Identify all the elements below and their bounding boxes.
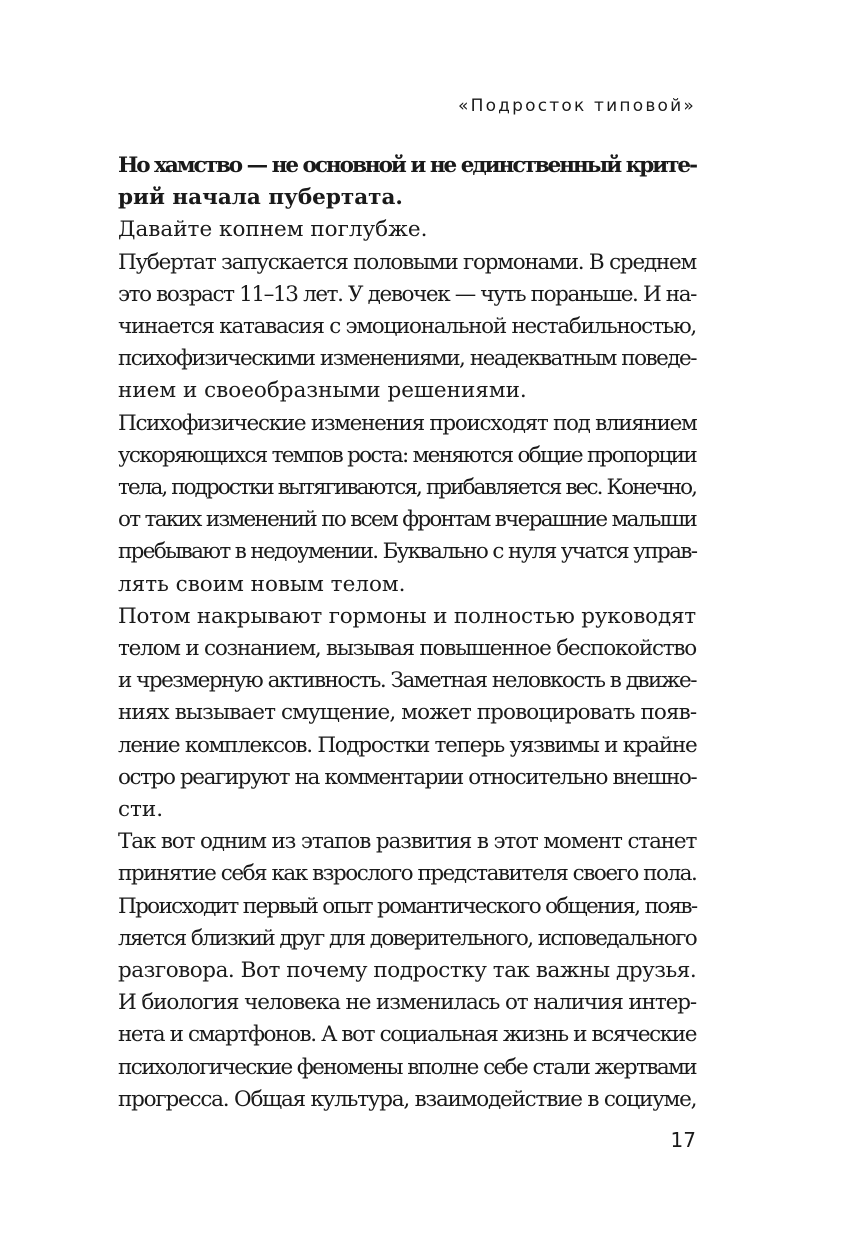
text-line: чинается катавасия с эмоциональной нестабильностью, <box>118 314 696 340</box>
paragraph <box>118 150 696 214</box>
running-head: «Подросток типовой» <box>458 96 696 116</box>
text-line: Так вот одним из этапов развития в этот момент станет <box>118 829 697 855</box>
body-text <box>118 150 696 1116</box>
text-line: лять своим новым телом. <box>118 571 406 597</box>
text-line: разговора. Вот почему подростку так важны друзья. <box>118 958 697 984</box>
paragraph <box>118 408 696 601</box>
text-line: и чрезмерную активность. Заметная неловкость в движе- <box>118 668 696 694</box>
text-line: И биология человека не изменилась от наличия интер- <box>118 990 696 1016</box>
text-line: пребывают в недоумении. Буквально с нуля учатся управ- <box>118 539 697 565</box>
text-line: нета и смартфонов. А вот социальная жизнь и всяческие <box>118 1022 696 1048</box>
text-line: Давайте копнем поглубже. <box>118 217 428 243</box>
text-line: принятие себя как взрослого представителя своего пола. <box>118 861 697 887</box>
paragraph <box>118 826 696 987</box>
text-line: остро реагируют на комментарии относительно внешно- <box>118 764 697 790</box>
text-line: ление комплексов. Подростки теперь уязвимы и крайне <box>118 732 697 758</box>
page-number: 17 <box>670 1128 696 1152</box>
text-line: телом и сознанием, вызывая повышенное беспокойство <box>118 636 696 662</box>
text-line: психологические феномены вполне себе стали жертвами <box>118 1054 696 1080</box>
text-line: ляется близкий друг для доверительного, исповедального <box>118 925 696 951</box>
paragraph <box>118 987 696 1116</box>
text-line: от таких изменений по всем фронтам вчерашние малыши <box>118 507 696 533</box>
paragraph <box>118 247 696 408</box>
text-line: Потом накрывают гормоны и полностью руководят <box>118 603 696 629</box>
text-line: тела, подростки вытягиваются, прибавляется вес. Конечно, <box>118 475 696 501</box>
text-line: ускоряющихся темпов роста: меняются общие пропорции <box>118 442 696 468</box>
text-line: сти. <box>118 797 164 823</box>
paragraph <box>118 214 696 246</box>
text-line: Пубертат запускается половыми гормонами. В среднем <box>118 249 696 275</box>
text-line: Но хамство — не основной и не единственный крите- <box>118 153 696 178</box>
text-line: рий начала пубертата. <box>118 185 403 211</box>
text-line: Психофизические изменения происходят под влиянием <box>118 410 697 436</box>
text-line: ниях вызывает смущение, может провоцировать появ- <box>118 700 697 726</box>
text-line: это возраст 11–13 лет. У девочек — чуть пораньше. И на- <box>118 281 696 307</box>
paragraph <box>118 601 696 826</box>
text-line: Происходит первый опыт романтического общения, появ- <box>118 893 697 919</box>
text-line: прогресса. Общая культура, взаимодействие в социуме, <box>118 1086 697 1112</box>
text-line: нием и своеобразными решениями. <box>118 378 527 404</box>
text-line: психофизическими изменениями, неадекватным поведе- <box>118 346 696 372</box>
